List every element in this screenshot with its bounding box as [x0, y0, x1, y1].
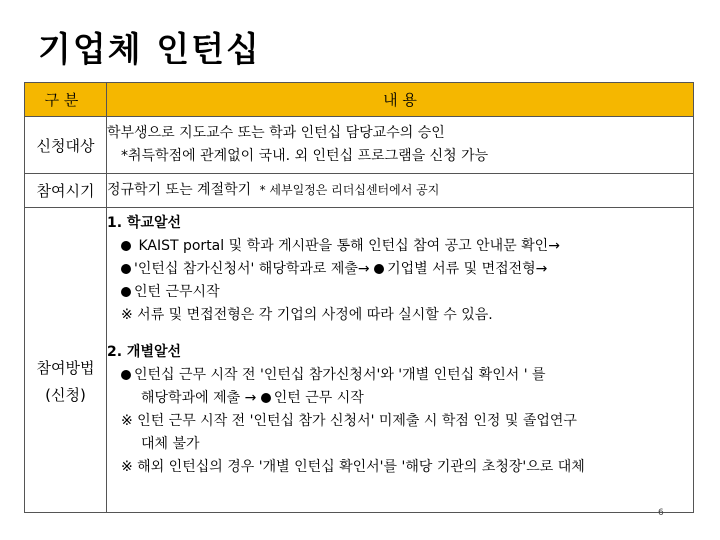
content-method: [107, 208, 694, 513]
page-number: 6: [658, 508, 664, 518]
method-label-line-2: (신청): [45, 385, 86, 404]
page-title: 기업체 인턴십: [38, 30, 261, 70]
school-line-1-text: KAIST portal 및 학과 게시판을 통해 인턴십 참여 공고 안내문 확인→: [138, 238, 560, 254]
bullet-icon: [121, 370, 131, 380]
table-row-target: [25, 117, 694, 174]
individual-line-2a-text: 해당학과에 제출 →: [141, 390, 257, 406]
school-line-2b-text: 기업별 서류 및 면접전형→: [387, 261, 548, 277]
individual-heading: 2. 개별알선: [107, 344, 182, 360]
bullet-icon: [121, 287, 131, 297]
header-category: 구 분: [25, 83, 107, 117]
target-line-1: 학부생으로 지도교수 또는 학과 인턴십 담당교수의 승인: [107, 125, 445, 141]
school-note: ※ 서류 및 면접전형은 각 기업의 사정에 따라 실시할 수 있음.: [121, 307, 493, 323]
bullet-icon: [261, 393, 271, 403]
individual-line-2b-text: 인턴 근무 시작: [273, 390, 364, 406]
period-note: * 세부일정은 리더십센터에서 공지: [259, 183, 440, 197]
individual-line-1-text: 인턴십 근무 시작 전 '인턴십 참가신청서'와 '개별 인턴십 확인서 ' 를: [134, 367, 546, 383]
school-heading: 1. 학교알선: [107, 215, 182, 231]
label-target: 신청대상: [25, 117, 107, 174]
individual-note-1a: ※ 인턴 근무 시작 전 '인턴십 참가 신청서' 미제출 시 학점 인정 및 졸업연구: [121, 413, 577, 429]
period-text: 정규학기 또는 계절학기: [107, 182, 252, 198]
individual-note-2: ※ 해외 인턴십의 경우 '개별 인턴십 확인서'를 '해당 기관의 초청장'으로 대체: [121, 459, 585, 475]
individual-line-1: [107, 364, 693, 387]
table-row-method: [25, 208, 694, 513]
method-label-line-1: 참여방법: [36, 358, 95, 377]
individual-line-2: [107, 387, 693, 410]
label-method: [25, 208, 107, 513]
header-content: 내 용: [107, 83, 694, 117]
school-line-3-text: 인턴 근무시작: [134, 284, 220, 300]
content-period: [107, 174, 694, 208]
label-period: 참여시기: [25, 174, 107, 208]
spacer: [107, 327, 693, 341]
school-line-2: [107, 258, 693, 281]
school-line-2a-text: '인턴십 참가신청서' 해당학과로 제출→: [134, 261, 370, 277]
target-line-2: *취득학점에 관계없이 국내. 외 인턴십 프로그램을 신청 가능: [121, 148, 489, 164]
table-row-period: [25, 174, 694, 208]
bullet-icon: [121, 241, 131, 251]
content-target: [107, 117, 694, 174]
school-line-1: [107, 235, 693, 258]
school-line-3: [107, 281, 693, 304]
table-header-row: [25, 83, 694, 117]
bullet-icon: [374, 264, 384, 274]
internship-table: [24, 82, 694, 513]
individual-note-1b: 대체 불가: [141, 436, 200, 452]
bullet-icon: [121, 264, 131, 274]
